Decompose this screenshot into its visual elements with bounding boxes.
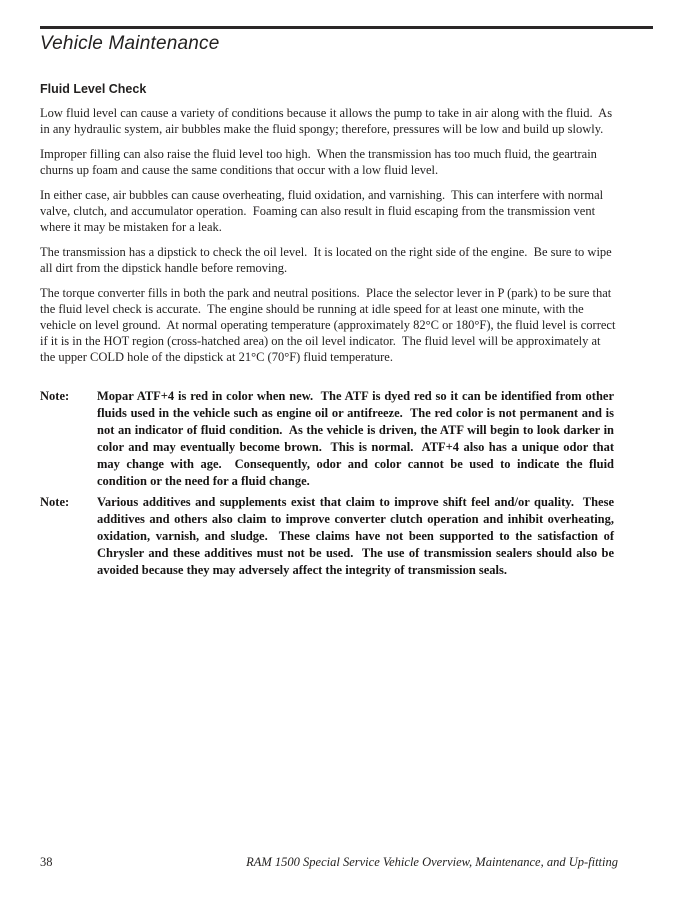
paragraph-torque-converter: The torque converter fills in both the park and neutral positions. Place the selector lever in P (park) to be sure that the fluid level check is accurate. The engine should be running at idle speed for at least one minute, with the vehicle on level ground. At normal operating temperature (approximately 82°C or 180°F), the fluid level is correct if it is in the HOT region (cross-hatched area) on the oil level indicator. The fluid level will be approximately at the upper COLD hole of the dipstick at 21°C (70°F) fluid temperature. [40,286,619,364]
header-rule [40,26,653,29]
paragraph-improper-filling: Improper filling can also raise the fluid level too high. When the transmission has too much fluid, the geartrain churns up foam and cause the same conditions that occur with a low fluid level. [40,147,601,177]
paragraph-fluid-level-low: Low fluid level can cause a variety of conditions because it allows the pump to take in air along with the fluid. As in any hydraulic system, air bubbles make the fluid spongy; therefore, pressures will be low and build up slowly. [40,106,616,136]
footer-book-title: RAM 1500 Special Service Vehicle Overview, Maintenance, and Up-fitting [246,855,618,869]
note-label: Note: [40,389,70,403]
body-copy [40,105,653,365]
page-number: 38 [40,855,53,869]
note-label: Note: [40,495,70,509]
notes-section [40,388,653,579]
paragraph-dipstick: The transmission has a dipstick to check the oil level. It is located on the right side of the engine. Be sure to wipe all dirt from the dipstick handle before removing. [40,245,615,275]
note-text: Mopar ATF+4 is red in color when new. The ATF is dyed red so it can be identified from other fluids used in the vehicle such as engine oil or antifreeze. The red color is not permanent and is not an indicator of fluid condition. As the vehicle is driven, the ATF will begin to look darker in color and may eventually become brown. This is normal. ATF+4 also has a unique odor that may change with age. Consequently, odor and color cannot be used to indicate the fluid condition or the need for a fluid change. [97,389,618,488]
section-heading: Fluid Level Check [40,82,147,96]
page-title: Vehicle Maintenance [40,33,220,54]
note-text: Various additives and supplements exist that claim to improve shift feel and/or quality. These additives and others also claim to improve converter clutch operation and inhibit overheating, oxidation, varnish, and sludge. These claims have not been supported to the satisfaction of Chrysler and these additives must not be used. The use of transmission sealers should also be avoided because they may adversely affect the integrity of transmission seals. [97,495,618,577]
note-additives [40,494,653,579]
paragraph-air-bubbles: In either case, air bubbles can cause overheating, fluid oxidation, and varnishing. This can interfere with normal valve, clutch, and accumulator operation. Foaming can also result in fluid escaping from the transmission vent where it may be mistaken for a leak. [40,188,607,234]
note-atf-color [40,388,653,490]
page-footer [40,855,618,870]
page-content [0,26,695,579]
